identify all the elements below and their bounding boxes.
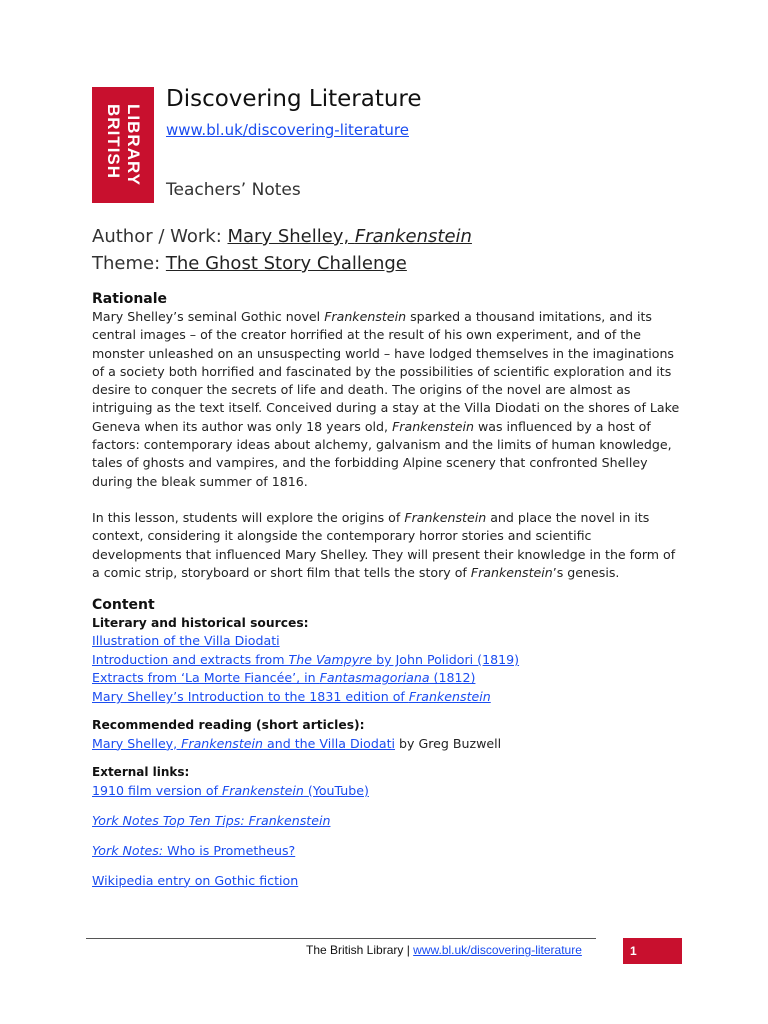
text-span: sparked a thousand imitations, and its central images – of the creator horrified at the result of his own experiment, and of the monster unleashed on an unsuspecting world – have lodged themselves in the imaginations of a society both horrified and fascinated by the possibilities of scientific exploration and its desire to conquer the secrets of life and death. The origins of the novel are almost as intriguing as the text itself. Conceived during a stay at the Villa Diodati on the shores of Lake Geneva when its author was only 18 years old, <box>92 309 680 434</box>
rationale-paragraph-2 <box>92 509 682 582</box>
link-italic-text: Fantasmagoriana <box>319 670 430 686</box>
shelley-introduction-1831-link[interactable] <box>92 688 491 707</box>
link-text: (YouTube) <box>303 782 369 798</box>
link-italic-text: York Notes: <box>92 842 164 858</box>
link-italic-text: Frankenstein <box>222 782 304 798</box>
link-text: Extracts from ‘La Morte Fiancée’, in <box>92 670 320 686</box>
document-subtitle: Teachers’ Notes <box>166 180 301 200</box>
page-number: 1 <box>630 944 637 958</box>
article-author: by Greg Buzwell <box>395 735 502 751</box>
reading-heading: Recommended reading (short articles): <box>92 718 365 733</box>
link-text: (1812) <box>429 670 476 686</box>
italic-title: Frankenstein <box>324 309 407 324</box>
villa-diodati-illustration-link[interactable]: Illustration of the Villa Diodati <box>92 633 280 649</box>
sources-heading: Literary and historical sources: <box>92 616 309 631</box>
british-library-logo <box>92 87 154 203</box>
work-title: Frankenstein <box>354 226 472 247</box>
author-work-value <box>227 226 471 247</box>
film-1910-link[interactable] <box>92 782 369 800</box>
italic-title: Frankenstein <box>470 564 553 580</box>
author-name: Mary Shelley, <box>227 226 355 247</box>
link-text: Mary Shelley, <box>92 735 182 751</box>
link-text: Introduction and extracts from <box>92 651 289 667</box>
content-heading: Content <box>92 597 155 614</box>
york-notes-prometheus-link[interactable] <box>92 842 295 860</box>
footer-org: The British Library | <box>306 943 414 957</box>
footer-divider <box>86 938 596 939</box>
theme-value: The Ghost Story Challenge <box>165 253 407 274</box>
rationale-heading: Rationale <box>92 291 168 307</box>
link-italic-text: Frankenstein <box>181 735 264 751</box>
text-span: was influenced by a host of factors: contemporary ideas about alchemy, galvanism and the limits of human knowledge, tales of ghosts and vampires, and the forbidding Alpine scenery that confronted Shelley during the bleak summer of 1816. <box>92 418 672 489</box>
link-italic-text: The Vampyre <box>288 651 373 667</box>
shelley-villa-diodati-article-link[interactable] <box>92 735 395 754</box>
link-text: by John Polidori (1819) <box>372 651 520 667</box>
vampyre-extracts-link[interactable] <box>92 651 519 670</box>
york-notes-top-ten-link[interactable] <box>92 812 330 830</box>
link-italic-text: Frankenstein <box>408 688 491 704</box>
link-text: 1910 film version of <box>92 782 223 798</box>
theme-line <box>92 253 407 274</box>
link-text: and the Villa Diodati <box>263 735 396 751</box>
author-work-label: Author / Work: <box>92 226 228 247</box>
footer-url-link[interactable]: www.bl.uk/discovering-literature <box>413 943 582 957</box>
link-text: Mary Shelley’s Introduction to the 1831 edition of <box>92 688 409 704</box>
document-body <box>92 290 682 902</box>
link-italic-text: York Notes Top Ten Tips: Frankenstein <box>92 812 331 828</box>
footer <box>306 943 582 957</box>
theme-label: Theme: <box>92 253 166 274</box>
rationale-paragraph-1 <box>92 308 682 491</box>
logo-wordmark <box>103 104 143 186</box>
text-span: ’s genesis. <box>552 564 620 580</box>
wikipedia-gothic-fiction-link[interactable]: Wikipedia entry on Gothic fiction <box>92 872 299 888</box>
text-span: Mary Shelley’s seminal Gothic novel <box>92 309 325 324</box>
text-span: In this lesson, students will explore the origins of <box>92 509 405 525</box>
page-title: Discovering Literature <box>166 86 422 112</box>
link-text: Who is Prometheus? <box>163 842 296 858</box>
logo-line-1: LIBRARY <box>124 104 143 186</box>
italic-title: Frankenstein <box>392 418 474 434</box>
italic-title: Frankenstein <box>404 509 487 525</box>
author-work-line <box>92 226 472 247</box>
text-span: and place the novel in its context, considering it alongside the contemporary horror stories and scientific developments that influenced Mary Shelley. They will present their knowledge in the form of a comic strip, storyboard or short film that tells the story of <box>92 509 676 580</box>
page-number-box <box>623 938 682 964</box>
logo-line-2: BRITISH <box>104 104 123 180</box>
discovering-literature-link[interactable]: www.bl.uk/discovering-literature <box>166 121 409 139</box>
external-links-heading: External links: <box>92 765 190 780</box>
morte-fiancee-extracts-link[interactable] <box>92 669 475 688</box>
